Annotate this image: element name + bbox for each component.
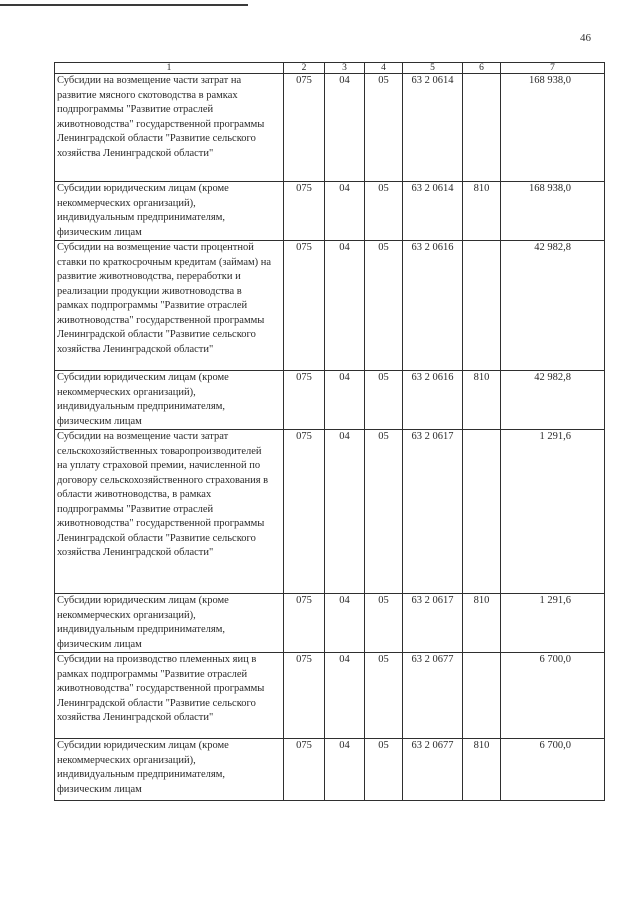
- column-header: 2: [284, 63, 325, 74]
- row-description-text: Субсидии на возмещение части затрат сельскохозяйственных товаропроизводителей на уплату страховой премии, начисленной по договору сельскохозяйственного страхования в области животноводства, в рамках подпрограммы "Развитие отраслей животноводства" государственной программы Ленинградской области "Развитие сельского хозяйства Ленинградской области": [57, 431, 269, 558]
- row-subsection-code: 05: [365, 653, 403, 739]
- row-section-code: 04: [325, 182, 365, 241]
- row-expense-type: [463, 74, 501, 182]
- row-target-code: 63 2 0677: [403, 653, 463, 739]
- row-subsection-code: 05: [365, 74, 403, 182]
- row-ministry-code: 075: [284, 371, 325, 430]
- row-subsection-code: 05: [365, 594, 403, 653]
- row-section-code: 04: [325, 653, 365, 739]
- table-row: [55, 371, 605, 430]
- row-description-text: Субсидии юридическим лицам (кроме некоммерческих организаций), индивидуальным предпринимателям, физическим лицам: [57, 372, 229, 427]
- row-amount: 42 982,8: [501, 241, 605, 371]
- row-description: [55, 241, 284, 371]
- row-expense-type: 810: [463, 371, 501, 430]
- row-ministry-code: 075: [284, 594, 325, 653]
- budget-table: [54, 62, 605, 801]
- row-subsection-code: 05: [365, 739, 403, 801]
- column-header: 4: [365, 63, 403, 74]
- row-ministry-code: 075: [284, 241, 325, 371]
- row-ministry-code: 075: [284, 74, 325, 182]
- table-header-row: [55, 63, 605, 74]
- row-expense-type: [463, 653, 501, 739]
- row-ministry-code: 075: [284, 653, 325, 739]
- row-description: [55, 74, 284, 182]
- table-row: [55, 74, 605, 182]
- row-ministry-code: 075: [284, 739, 325, 801]
- row-amount: 168 938,0: [501, 74, 605, 182]
- row-expense-type: 810: [463, 594, 501, 653]
- column-header: 7: [501, 63, 605, 74]
- column-header: 5: [403, 63, 463, 74]
- row-target-code: 63 2 0614: [403, 74, 463, 182]
- row-target-code: 63 2 0616: [403, 241, 463, 371]
- row-description-text: Субсидии на возмещение части затрат на развитие мясного скотоводства в рамках подпрограммы "Развитие отраслей животноводства" государственной программы Ленинградской области "Развитие сельского хозяйства Ленинградской области": [57, 75, 265, 159]
- row-amount: 1 291,6: [501, 594, 605, 653]
- row-description-text: Субсидии на возмещение части процентной ставки по краткосрочным кредитам (займам) на развитие животноводства, переработки и реализации продукции животноводства в рамках подпрограммы "Развитие отраслей животноводства" государственной программы Ленинградской области "Развитие сельского хозяйства Ленинградской области": [57, 242, 272, 355]
- row-subsection-code: 05: [365, 371, 403, 430]
- row-target-code: 63 2 0614: [403, 182, 463, 241]
- row-target-code: 63 2 0677: [403, 739, 463, 801]
- row-target-code: 63 2 0617: [403, 594, 463, 653]
- page-number: 46: [580, 32, 591, 44]
- row-target-code: 63 2 0616: [403, 371, 463, 430]
- row-ministry-code: 075: [284, 182, 325, 241]
- table-row: [55, 594, 605, 653]
- column-header: 1: [55, 63, 284, 74]
- row-ministry-code: 075: [284, 430, 325, 594]
- row-description-text: Субсидии на производство племенных яиц в рамках подпрограммы "Развитие отраслей животноводства" государственной программы Ленинградской области "Развитие сельского хозяйства Ленинградской области": [57, 654, 265, 723]
- row-description: [55, 739, 284, 801]
- row-subsection-code: 05: [365, 182, 403, 241]
- row-description-text: Субсидии юридическим лицам (кроме некоммерческих организаций), индивидуальным предпринимателям, физическим лицам: [57, 595, 229, 650]
- row-section-code: 04: [325, 430, 365, 594]
- row-subsection-code: 05: [365, 241, 403, 371]
- row-amount: 6 700,0: [501, 653, 605, 739]
- row-section-code: 04: [325, 241, 365, 371]
- row-description: [55, 653, 284, 739]
- row-section-code: 04: [325, 74, 365, 182]
- row-section-code: 04: [325, 371, 365, 430]
- table-row: [55, 241, 605, 371]
- row-expense-type: [463, 241, 501, 371]
- table-row: [55, 182, 605, 241]
- column-header: 3: [325, 63, 365, 74]
- row-amount: 168 938,0: [501, 182, 605, 241]
- table-row: [55, 739, 605, 801]
- row-description: [55, 594, 284, 653]
- row-description: [55, 371, 284, 430]
- row-description: [55, 182, 284, 241]
- row-expense-type: [463, 430, 501, 594]
- row-amount: 42 982,8: [501, 371, 605, 430]
- row-amount: 1 291,6: [501, 430, 605, 594]
- row-expense-type: 810: [463, 182, 501, 241]
- column-header: 6: [463, 63, 501, 74]
- row-subsection-code: 05: [365, 430, 403, 594]
- table-row: [55, 653, 605, 739]
- table-row: [55, 430, 605, 594]
- row-section-code: 04: [325, 739, 365, 801]
- row-target-code: 63 2 0617: [403, 430, 463, 594]
- row-section-code: 04: [325, 594, 365, 653]
- row-description: [55, 430, 284, 594]
- row-amount: 6 700,0: [501, 739, 605, 801]
- row-description-text: Субсидии юридическим лицам (кроме некоммерческих организаций), индивидуальным предпринимателям, физическим лицам: [57, 740, 229, 795]
- row-expense-type: 810: [463, 739, 501, 801]
- row-description-text: Субсидии юридическим лицам (кроме некоммерческих организаций), индивидуальным предпринимателям, физическим лицам: [57, 183, 229, 238]
- top-rule: [0, 4, 248, 6]
